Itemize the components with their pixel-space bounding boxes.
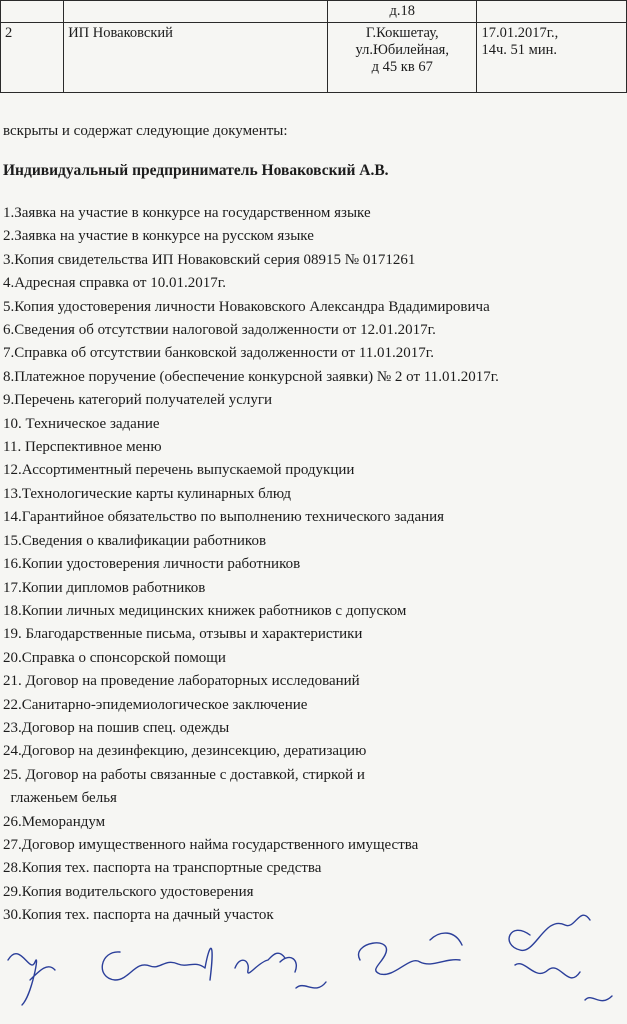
list-item: 2.Заявка на участие в конкурсе на русском языке [3, 228, 314, 245]
list-item: 6.Сведения об отсутствии налоговой задолженности от 12.01.2017г. [3, 322, 436, 339]
list-item: 9.Перечень категорий получателей услуги [3, 392, 273, 409]
address-line: ул.Юбилейная, [355, 42, 449, 58]
submission-datetime [477, 23, 627, 93]
signature-4-icon [359, 933, 462, 974]
documents-list [3, 202, 623, 928]
list-item: 12.Ассортиментный перечень выпускаемой продукции [3, 462, 355, 479]
signature-2-icon [102, 948, 212, 980]
list-item: 14.Гарантийное обязательство по выполнению технического задания [3, 509, 445, 526]
list-item: 11. Перспективное меню [3, 439, 162, 456]
submission-date: 17.01.2017г., [481, 25, 559, 41]
list-item: 28.Копия тех. паспорта на транспортные средства [3, 860, 322, 877]
list-item: 10. Техническое задание [3, 415, 160, 432]
bidders-table [0, 0, 627, 93]
list-item: 8.Платежное поручение (обеспечение конкурсной заявки) № 2 от 11.01.2017г. [3, 368, 499, 385]
table-row-previous [1, 1, 627, 23]
signature-1-icon [8, 954, 55, 1005]
bidder-name: ИП Новаковский [64, 23, 328, 93]
list-item: 24.Договор на дезинфекцию, дезинсекцию, дератизацию [3, 743, 367, 760]
list-item: 1.Заявка на участие в конкурсе на государственном языке [3, 205, 371, 221]
intro-text: вскрыты и содержат следующие документы: [3, 123, 288, 139]
list-item: 27.Договор имущественного найма государственного имущества [3, 836, 419, 853]
table-row [1, 23, 627, 93]
list-item: 25. Договор на работы связанные с доставкой, стиркой и [3, 766, 365, 783]
list-item: 5.Копия удостоверения личности Новаковского Александра Вдадимировича [3, 298, 490, 315]
prev-row-address-tail: д.18 [328, 1, 477, 23]
row-number: 2 [1, 23, 64, 93]
list-item: 17.Копии дипломов работников [3, 579, 206, 596]
list-item: 18.Копии личных медицинских книжек работников с допуском [3, 602, 407, 619]
list-item: 16.Копии удостоверения личности работников [3, 556, 301, 573]
list-item: 22.Санитарно-эпидемиологическое заключение [3, 696, 308, 713]
list-item: 23.Договор на пошив спец. одежды [3, 719, 230, 736]
list-item: 26.Меморандум [3, 813, 106, 830]
signatures [0, 900, 627, 1024]
signature-5-icon [509, 915, 612, 1001]
list-item: 30.Копия тех. паспорта на дачный участок [3, 907, 274, 924]
address-line: д 45 кв 67 [371, 59, 433, 75]
list-item: 20.Справка о спонсорской помощи [3, 649, 226, 666]
list-item: 7.Справка об отсутствии банковской задолженности от 11.01.2017г. [3, 345, 435, 362]
signature-3-icon [235, 953, 326, 988]
list-item: 29.Копия водительского удостоверения [3, 883, 254, 900]
list-item: 15.Сведения о квалификации работников [3, 532, 267, 549]
list-item: глаженьем белья [3, 790, 117, 807]
list-item: 13.Технологические карты кулинарных блюд [3, 485, 291, 502]
submission-time: 14ч. 51 мин. [481, 42, 557, 58]
list-item: 21. Договор на проведение лабораторных исследований [3, 673, 360, 690]
address-line: Г.Кокшетау, [365, 25, 439, 41]
list-item: 19. Благодарственные письма, отзывы и характеристики [3, 626, 363, 643]
list-item: 4.Адресная справка от 10.01.2017г. [3, 275, 226, 292]
bidder-address [328, 23, 477, 93]
list-item: 3.Копия свидетельства ИП Новаковский серия 08915 № 0171261 [3, 251, 416, 268]
section-heading: Индивидуальный предприниматель Новаковский А.В. [3, 162, 389, 179]
